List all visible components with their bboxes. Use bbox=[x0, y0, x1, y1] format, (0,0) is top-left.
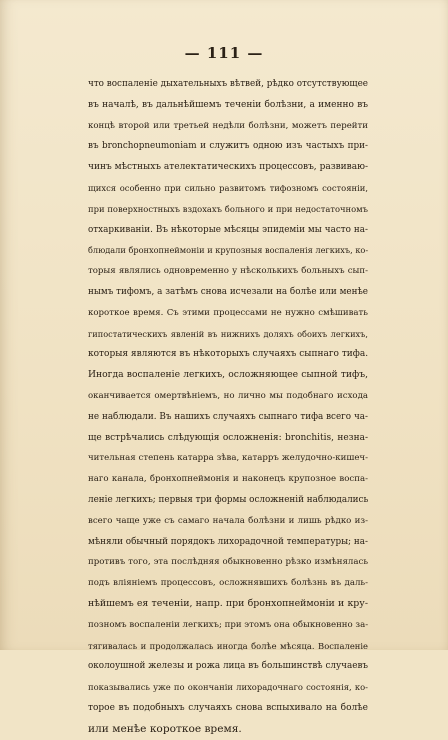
text-line: наго канала, бронхопнеймонія и наконецъ крупозное воспа- bbox=[88, 474, 368, 485]
text-line: показывались уже по окончаніи лихорадочнаго состоянія, ко- bbox=[88, 682, 368, 693]
text-line: или менѣе короткое время. bbox=[88, 722, 242, 735]
text-line: противъ того, эта послѣдняя обыкновенно рѣзко измѣнялась bbox=[88, 557, 368, 568]
text-line: чительная степень катарра зѣва, катарръ желудочно-кишеч- bbox=[88, 453, 368, 464]
text-line: ще встрѣчались слѣдующія осложненія: bronchitis, незна- bbox=[88, 432, 368, 443]
text-line: отхаркиваніи. Въ нѣкоторые мѣсяцы эпидеміи мы часто на- bbox=[88, 224, 368, 235]
text-line: въ началѣ, въ дальнѣйшемъ теченіи болѣзни, а именно въ bbox=[88, 99, 368, 110]
text-line: мѣняли обычный порядокъ лихорадочной температуры; на- bbox=[88, 536, 368, 547]
text-line: нымъ тифомъ, а затѣмъ снова исчезали на болѣе или менѣе bbox=[88, 286, 368, 297]
text-line: концѣ второй или третьей недѣли болѣзни, можетъ перейти bbox=[88, 120, 368, 131]
text-line: которыя являются въ нѣкоторыхъ случаяхъ сыпнаго тифа. bbox=[88, 349, 368, 360]
text-line: всего чаще уже съ самаго начала болѣзни и лишь рѣдко из- bbox=[88, 515, 368, 526]
text-line: торое въ подобныхъ случаяхъ снова вспыхивало на болѣе bbox=[88, 702, 368, 713]
text-line: леніе легкихъ; первыя три формы осложненій наблюдались bbox=[88, 494, 368, 505]
body-text bbox=[88, 74, 368, 740]
text-line: блюдали бронхопнеймоніи и крупозныя воспаленія легкихъ, ко- bbox=[88, 245, 368, 256]
text-line: въ bronchopneumoniam и служитъ одною изъ частыхъ при- bbox=[88, 141, 368, 152]
text-line: тягивалась и продолжалась иногда болѣе мѣсяца. Воспаленіе bbox=[88, 640, 368, 651]
text-line: чинъ мѣстныхъ ателектатическихъ процессовъ, развиваю- bbox=[88, 162, 368, 173]
text-line: позномъ воспаленіи легкихъ; при этомъ она обыкновенно за- bbox=[88, 619, 368, 630]
text-line: что воспаленіе дыхательныхъ вѣтвей, рѣдко отсутствующее bbox=[88, 79, 368, 89]
text-line: короткое время. Съ этими процессами не нужно смѣшивать bbox=[88, 307, 368, 318]
text-line: при поверхностныхъ вздохахъ больного и при недостаточномъ bbox=[88, 203, 368, 214]
text-line: нѣйшемъ ея теченіи, напр. при бронхопнеймоніи и кру- bbox=[88, 597, 368, 609]
text-line: Иногда воспаленіе легкихъ, осложняющее сыпной тифъ, bbox=[88, 369, 368, 381]
text-line: не наблюдали. Въ нашихъ случаяхъ сыпнаго тифа всего ча- bbox=[88, 411, 368, 422]
text-line: щихся особенно при сильно развитомъ тифозномъ состояніи, bbox=[88, 182, 368, 193]
page-number: — 111 — bbox=[184, 44, 264, 62]
text-line: оканчивается омертвѣніемъ, но лично мы подобнаго исхода bbox=[88, 390, 368, 401]
text-line: околоушной железы и рожа лица въ большинствѣ случаевъ bbox=[88, 661, 368, 672]
text-line: подъ вліяніемъ процессовъ, осложнявшихъ болѣзнь въ даль- bbox=[88, 578, 368, 589]
text-line: гипостатическихъ явленій въ нижнихъ доляхъ обоихъ легкихъ, bbox=[88, 328, 368, 339]
text-line: торыя являлись одновременно у нѣсколькихъ больныхъ сып- bbox=[88, 266, 368, 277]
